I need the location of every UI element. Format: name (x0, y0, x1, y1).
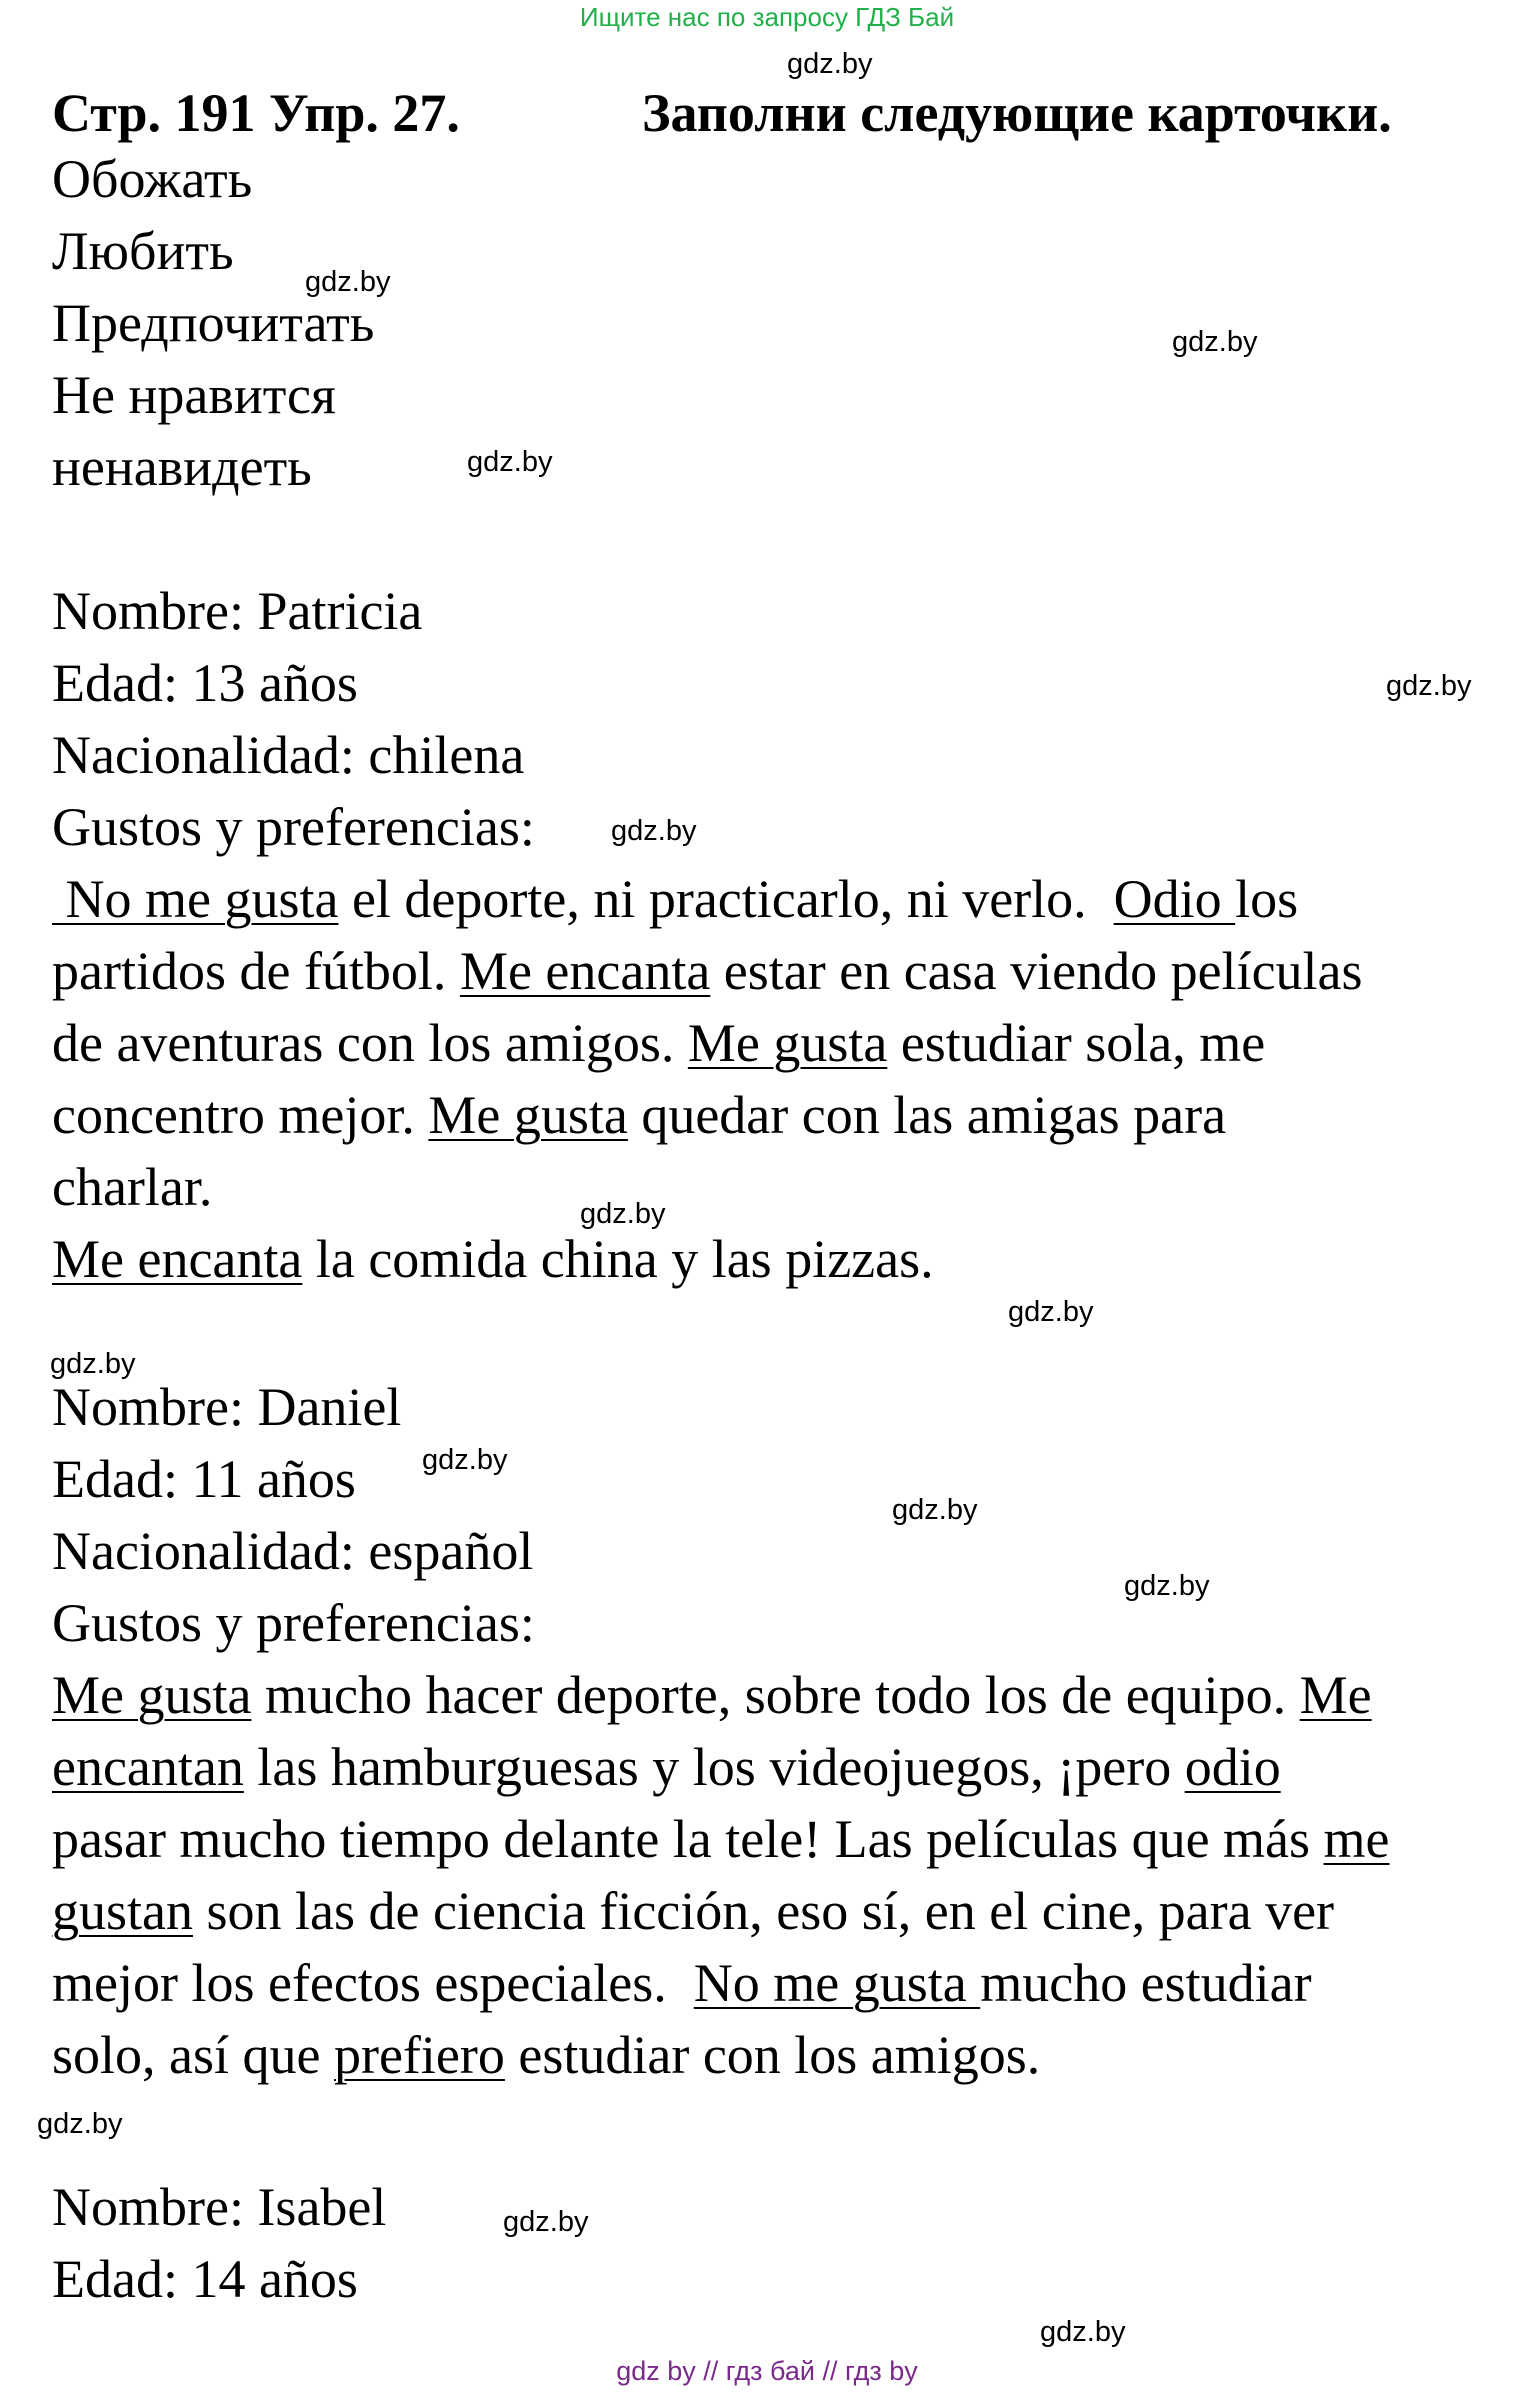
underlined-phrase: No me gusta (52, 869, 339, 929)
watermark: gdz.by (1172, 326, 1258, 358)
card-name: Nombre: Isabel (52, 2177, 387, 2237)
text-fragment: las hamburguesas y los videojuegos, ¡pero (243, 1737, 1185, 1797)
card-text-line (52, 1084, 1226, 1146)
text-fragment: mejor los efectos especiales. (52, 1953, 694, 2013)
vocab-item: Не нравится (52, 365, 336, 425)
underlined-phrase: gustan (52, 1881, 193, 1941)
card-prefs-label: Gustos y preferencias: (52, 797, 535, 857)
vocab-item: ненавидеть (52, 437, 312, 497)
text-fragment: partidos de fútbol. (52, 941, 460, 1001)
watermark: gdz.by (37, 2108, 123, 2140)
underlined-phrase: Me encanta (459, 941, 711, 1001)
text-fragment: la comida china y las pizzas. (302, 1229, 934, 1289)
exercise-number: Стр. 191 Упр. 27. (52, 83, 460, 143)
card-age: Edad: 14 años (52, 2249, 358, 2309)
vocab-item: Предпочитать (52, 293, 375, 353)
text-fragment: son las de ciencia ficción, eso sí, en el cine, para ver (193, 1881, 1335, 1941)
card-text-line (52, 1012, 1265, 1074)
card-age: Edad: 11 años (52, 1449, 356, 1509)
underlined-phrase: Me (1299, 1665, 1372, 1725)
top-banner: Ищите нас по запросу ГДЗ Бай (579, 2, 955, 32)
watermark: gdz.by (580, 1198, 666, 1230)
underlined-phrase: Me gusta (687, 1013, 888, 1073)
card-text-line (52, 1156, 212, 1218)
footer-watermark: gdz by // гдз бай // гдз by (616, 2356, 918, 2386)
card-name: Nombre: Daniel (52, 1377, 402, 1437)
watermark: gdz.by (1008, 1296, 1094, 1328)
underlined-phrase: Me encanta (52, 1229, 303, 1289)
card-text-line (52, 1736, 1281, 1798)
watermark: gdz.by (305, 266, 391, 298)
text-fragment: estudiar sola, me (887, 1013, 1266, 1073)
watermark: gdz.by (1386, 670, 1472, 702)
underlined-phrase: prefiero (333, 2025, 505, 2085)
underlined-phrase: encantan (52, 1737, 244, 1797)
underlined-phrase: No me gusta (693, 1953, 981, 2013)
card-text-line (52, 1880, 1334, 1942)
watermark: gdz.by (892, 1494, 978, 1526)
text-fragment: mucho hacer deporte, sobre todo los de equipo. (251, 1665, 1300, 1725)
text-fragment: estudiar con los amigos. (504, 2025, 1041, 2085)
exercise-task: Заполни следующие карточки. (642, 83, 1392, 143)
vocab-item: Обожать (52, 149, 253, 209)
text-fragment: concentro mejor. (52, 1085, 429, 1145)
watermark: gdz.by (467, 446, 553, 478)
watermark: gdz.by (1040, 2316, 1126, 2348)
card-text-line (52, 940, 1363, 1002)
text-fragment: quedar con las amigas para (627, 1085, 1227, 1145)
text-fragment: pasar mucho tiempo delante la tele! Las películas que más (52, 1809, 1324, 1869)
text-fragment: charlar. (52, 1157, 213, 1217)
card-text-line (52, 868, 1298, 930)
card-text-line (52, 2024, 1040, 2086)
card-text-line (52, 1952, 1312, 2014)
text-fragment: solo, así que (52, 2025, 334, 2085)
underlined-phrase: Me gusta (52, 1665, 252, 1725)
card-name: Nombre: Patricia (52, 581, 423, 641)
text-fragment: los (1235, 869, 1299, 929)
card-text-line (52, 1228, 934, 1290)
card-text-line (52, 1664, 1372, 1726)
underlined-phrase: odio (1184, 1737, 1281, 1797)
watermark: gdz.by (422, 1444, 508, 1476)
card-text-line (52, 1808, 1390, 1870)
card-age: Edad: 13 años (52, 653, 358, 713)
text-fragment: de aventuras con los amigos. (52, 1013, 688, 1073)
card-prefs-label: Gustos y preferencias: (52, 1593, 535, 1653)
underlined-phrase: Odio (1113, 869, 1236, 929)
watermark: gdz.by (611, 815, 697, 847)
underlined-phrase: Me gusta (428, 1085, 628, 1145)
card-nationality: Nacionalidad: chilena (52, 725, 525, 785)
text-fragment: estar en casa viendo películas (710, 941, 1363, 1001)
watermark: gdz.by (50, 1348, 136, 1380)
watermark: gdz.by (503, 2206, 589, 2238)
watermark: gdz.by (787, 48, 873, 80)
watermark: gdz.by (1124, 1570, 1210, 1602)
card-nationality: Nacionalidad: español (52, 1521, 534, 1581)
text-fragment: el deporte, ni practicarlo, ni verlo. (338, 869, 1114, 929)
vocab-item: Любить (52, 221, 234, 281)
text-fragment: mucho estudiar (980, 1953, 1312, 2013)
underlined-phrase: me (1323, 1809, 1390, 1869)
